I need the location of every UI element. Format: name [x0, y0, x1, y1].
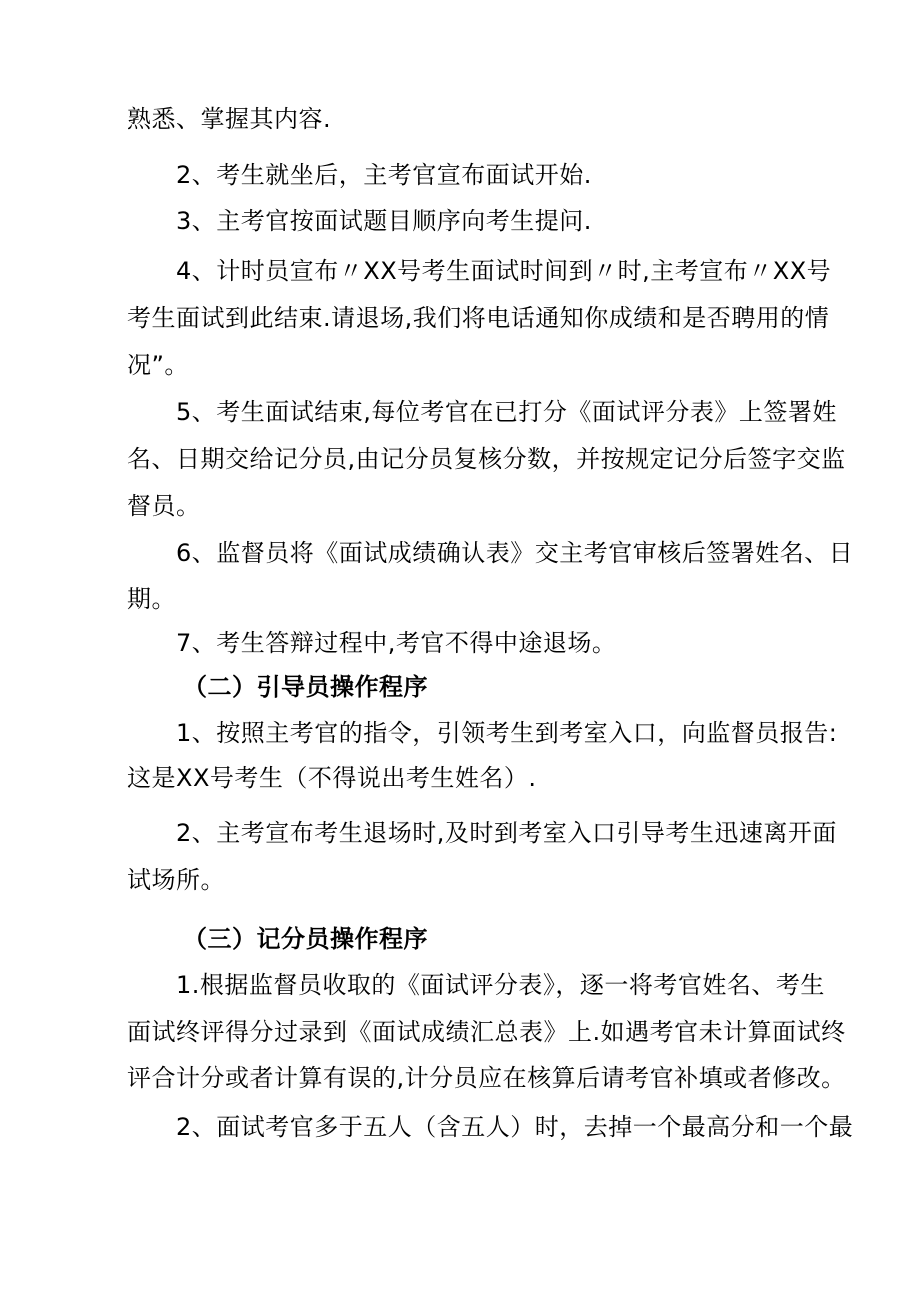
paragraph-line: 面试终评得分过录到《面试成绩汇总表》上.如遇考官未计算面试终 — [127, 1018, 846, 1046]
paragraph-line: 1.根据监督员收取的《面试评分表》，逐一将考官姓名、考生 — [176, 971, 825, 999]
paragraph-line: 5、考生面试结束,每位考官在已打分《面试评分表》上签署姓 — [176, 398, 837, 426]
section-heading: （二）引导员操作程序 — [183, 673, 428, 701]
paragraph-line: 况”。 — [127, 351, 189, 379]
section-heading: （三）记分员操作程序 — [183, 925, 428, 953]
paragraph-line: 期。 — [127, 585, 176, 613]
paragraph-line: 7、考生答辩过程中,考官不得中途退场。 — [176, 629, 617, 657]
paragraph-line: 6、监督员将《面试成绩确认表》交主考官审核后签署姓名、日 — [176, 539, 854, 567]
paragraph-line: 1、按照主考官的指令，引领考生到考室入口，向监督员报告: — [176, 719, 838, 747]
paragraph-line: 名、日期交给记分员,由记分员复核分数，并按规定记分后签字交监 — [127, 445, 846, 473]
paragraph-line: 3、主考官按面试题目顺序向考生提问. — [176, 207, 592, 235]
paragraph-line: 考生面试到此结束.请退场,我们将电话通知你成绩和是否聘用的情 — [127, 304, 830, 332]
paragraph-line: 2、面试考官多于五人（含五人）时，去掉一个最高分和一个最 — [176, 1113, 854, 1141]
paragraph-line: 这是XX号考生（不得说出考生姓名）. — [127, 764, 537, 792]
paragraph-line: 熟悉、掌握其内容. — [127, 105, 332, 133]
paragraph-line: 4、计时员宣布〃XX号考生面试时间到〃时,主考宣布〃XX号 — [176, 257, 832, 285]
paragraph-line: 评合计分或者计算有误的,计分员应在核算后请考官补填或者修改。 — [127, 1064, 846, 1092]
paragraph-line: 2、主考宣布考生退场时,及时到考室入口引导考生迅速离开面 — [176, 819, 837, 847]
paragraph-line: 试场所。 — [127, 866, 225, 894]
paragraph-line: 督员。 — [127, 492, 201, 520]
paragraph-line: 2、考生就坐后，主考官宣布面试开始. — [176, 161, 592, 189]
